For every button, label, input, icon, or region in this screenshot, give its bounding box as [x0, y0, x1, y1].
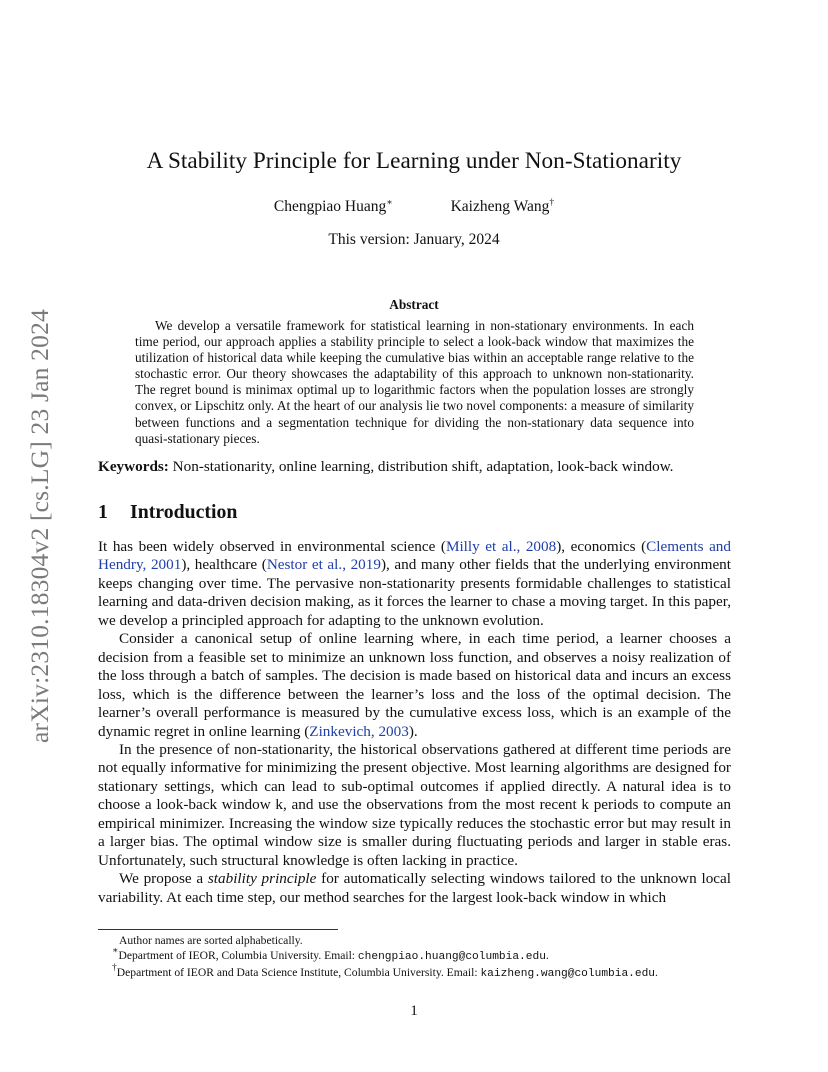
footnotes	[98, 933, 758, 983]
keywords-text: Non-stationarity, online learning, distribution shift, adaptation, look-back window.	[172, 458, 674, 475]
keywords-label: Keywords:	[98, 458, 169, 475]
text-run: We propose a	[119, 870, 208, 888]
text-run: .	[655, 966, 658, 980]
arxiv-identifier-text: arXiv:2310.18304v2 [cs.LG] 23 Jan 2024	[25, 309, 54, 743]
text-run: ).	[408, 722, 418, 740]
author-1-name: Chengpiao Huang	[273, 198, 387, 215]
author-1	[274, 198, 393, 216]
paper-title: A Stability Principle for Learning under Non-Stationarity	[146, 148, 682, 174]
author-2	[451, 198, 555, 216]
footnote-2-mark: †	[112, 963, 117, 974]
text-run: ), and many other fields that the underlying environment keeps changing over time. The pervasive non-stationarity presents formidable challenges to statistical learning and data-driven decision making, as it forces the learner to chase a moving target. In this paper, we develop a principled approach for adapting to the unknown evolution.	[98, 556, 731, 629]
paragraph-2	[98, 630, 731, 741]
citation-link[interactable]: Milly et al., 2008	[445, 538, 557, 555]
abstract-heading: Abstract	[389, 297, 439, 312]
text-run: Consider a canonical setup of online learning where, in each time period, a learner chooses a decision from a feasible set to minimize an unknown loss function, and observes a noisy realization of the loss through a batch of samples. The decision is made based on historical data and incurs an excess loss, which is the difference between the learner’s loss and the loss of the optimal decision. The learner’s overall performance is measured by the cumulative excess loss, which is an example of the dynamic regret in online learning (	[98, 630, 731, 740]
footnote-2	[98, 965, 758, 982]
keywords-line	[98, 458, 738, 476]
footnote-1-mark: ∗	[112, 946, 119, 957]
footnote-author-order: Author names are sorted alphabetically.	[119, 934, 303, 947]
author-2-footnote-mark: †	[549, 198, 555, 208]
section-heading	[98, 501, 237, 524]
author-1-footnote-mark: ∗	[386, 198, 393, 208]
text-run: It has been widely observed in environmental science (	[98, 538, 446, 555]
footnote-divider	[98, 929, 338, 930]
section-title: Introduction	[130, 501, 238, 523]
paragraph-3: In the presence of non-stationarity, the historical observations gathered at different time periods are not equally informative for minimizing the present objective. Most learning algorithms are designed for stationary settings, which can lead to sub-optimal outcomes if applied directly. A natural idea is to choose a look-back window k, and use the observations from the most recent k periods to compute an empirical minimizer. Increasing the window size typically reduces the stochastic error but may result in a larger bias. The optimal window size is smaller during fluctuating periods and larger in stable eras. Unfortunately, such structural knowledge is often lacking in practice.	[98, 740, 731, 869]
arxiv-identifier-stamp	[22, 292, 58, 760]
citation-link[interactable]: Zinkevich, 2003	[309, 722, 409, 740]
introduction-body	[98, 538, 731, 907]
footnote-2-text: Department of IEOR and Data Science Institute, Columbia University. Email:	[116, 966, 481, 980]
page-number: 1	[410, 1002, 418, 1019]
emphasis-term: stability principle	[207, 870, 317, 888]
citation-link[interactable]: Nestor et al., 2019	[266, 556, 381, 574]
section-number: 1	[98, 501, 108, 523]
text-run: for automatically selecting windows tailored to the unknown local variability. At each time step, our method searches for the largest look-back window in which	[98, 870, 731, 906]
author-2-name: Kaizheng Wang	[450, 198, 550, 215]
paragraph-1	[98, 538, 731, 630]
email-link[interactable]: kaizheng.wang@columbia.edu	[480, 968, 656, 981]
citation-link[interactable]: Clements and Hendry, 2001	[98, 538, 731, 574]
text-run: .	[545, 949, 549, 963]
text-run: ), healthcare (	[181, 556, 267, 574]
author-list	[0, 198, 828, 216]
footnote-1-text: Department of IEOR, Columbia University. Email:	[118, 949, 358, 963]
email-link[interactable]: chengpiao.huang@columbia.edu	[357, 951, 546, 964]
version-date: This version: January, 2024	[328, 231, 500, 248]
text-run: ), economics (	[556, 538, 647, 555]
paragraph-4	[98, 870, 731, 907]
footnote-1	[98, 948, 758, 965]
abstract-text: We develop a versatile framework for statistical learning in non-stationary environments. In each time period, our approach applies a stability principle to select a look-back window that maximizes the utilization of historical data while keeping the cumulative bias within an acceptable range relative to the stochastic error. Our theory showcases the adaptability of this approach to unknown non-stationarity. The regret bound is minimax optimal up to logarithmic factors when the population losses are strongly convex, or Lipschitz only. At the heart of our analysis lie two novel components: a measure of similarity between functions and a segmentation technique for dividing the non-stationary data sequence into quasi-stationary pieces.	[135, 318, 694, 446]
